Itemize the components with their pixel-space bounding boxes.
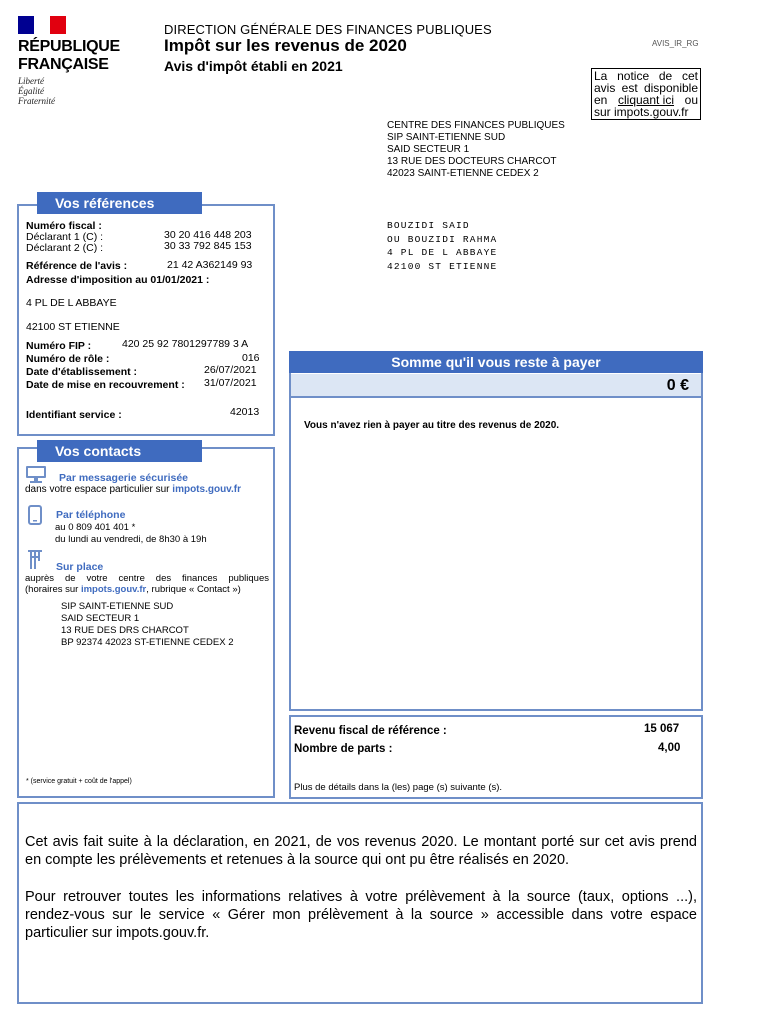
recipient-line: BOUZIDI SAID <box>387 220 470 231</box>
identifiant-service-value: 42013 <box>230 406 260 418</box>
motto-egalite: Égalité <box>18 86 44 96</box>
place-title: Sur place <box>56 561 104 573</box>
info-paragraph-1: Cet avis fait suite à la déclaration, en 2021, de vos revenus 2020. Le montant porté sur cet avis prend en compte les prélèvements et retenues à la source qui ont pu être réalisés en 2020. <box>25 834 697 869</box>
parts-label: Nombre de parts : <box>294 743 393 755</box>
centre-line: SAID SECTEUR 1 <box>387 144 470 155</box>
adresse-line2: 42100 ST ETIENNE <box>26 321 120 333</box>
recipient-line: 4 PL DE L ABBAYE <box>387 247 498 258</box>
payment-box <box>289 351 703 711</box>
centre-line: SIP SAINT-ETIENNE SUD <box>387 132 506 143</box>
tax-centre-address <box>387 120 565 180</box>
messagerie-title: Par messagerie sécurisée <box>59 472 189 484</box>
payment-amount: 0 € <box>291 374 701 398</box>
declarant1-value: 30 20 416 448 203 <box>164 229 252 241</box>
payment-message: Vous n'avez rien à payer au titre des revenus de 2020. <box>304 420 560 431</box>
centre-line: CENTRE DES FINANCES PUBLIQUES <box>387 120 565 131</box>
telephone-number: au 0 809 401 401 * <box>55 522 136 533</box>
details-note: Plus de détails dans la (les) page (s) suivante (s). <box>294 782 503 793</box>
smartphone-icon <box>28 505 42 525</box>
direction-label: DIRECTION GÉNÉRALE DES FINANCES PUBLIQUES <box>164 22 492 37</box>
info-message <box>25 833 697 960</box>
logo-line1: RÉPUBLIQUE <box>18 38 120 55</box>
adresse-imposition-label: Adresse d'imposition au 01/01/2021 : <box>26 274 210 286</box>
contacts-tab: Vos contacts <box>37 440 202 462</box>
footnote: * (service gratuit + coût de l'appel) <box>26 778 132 785</box>
place-address-line: SIP SAINT-ETIENNE SUD <box>61 601 174 612</box>
page-title: Impôt sur les revenus de 2020 <box>164 36 407 55</box>
centre-line: 13 RUE DES DOCTEURS CHARCOT <box>387 156 557 167</box>
notice-line2: avis est disponible <box>594 81 698 95</box>
fip-value: 420 25 92 7801297789 3 A <box>122 338 249 350</box>
recipient-address <box>387 219 497 273</box>
flag-marianne-icon <box>18 16 66 34</box>
place-address-line: 13 RUE DES DRS CHARCOT <box>61 625 189 636</box>
building-icon <box>25 549 45 571</box>
place-address-line: BP 92374 42023 ST-ETIENNE CEDEX 2 <box>61 637 234 648</box>
date-etablissement-label: Date d'établissement : <box>26 366 138 378</box>
motto-fraternite: Fraternité <box>18 96 55 106</box>
place-line2-prefix: (horaires sur <box>25 584 81 595</box>
numero-fiscal-label: Numéro fiscal : <box>26 220 102 232</box>
ref-avis-value: 21 42 A362149 93 <box>167 259 253 271</box>
notice-link[interactable]: cliquant ici <box>617 93 675 107</box>
date-recouvrement-label: Date de mise en recouvrement : <box>26 379 185 391</box>
date-recouvrement-value: 31/07/2021 <box>204 377 257 389</box>
references-tab: Vos références <box>37 192 202 214</box>
document-code: AVIS_IR_RG <box>652 39 699 48</box>
rfr-label: Revenu fiscal de référence : <box>294 725 447 737</box>
payment-header: Somme qu'il vous reste à payer <box>289 351 703 373</box>
motto-liberte: Liberté <box>18 76 44 86</box>
role-value: 016 <box>242 352 260 364</box>
adresse-line1: 4 PL DE L ABBAYE <box>26 297 117 309</box>
fip-label: Numéro FIP : <box>26 340 92 352</box>
place-link[interactable]: impots.gouv.fr <box>80 584 147 595</box>
place-address-line: SAID SECTEUR 1 <box>61 613 140 624</box>
declarant2-label: Déclarant 2 (C) : <box>26 242 104 254</box>
date-etablissement-value: 26/07/2021 <box>204 364 257 376</box>
place-line1: auprès de votre centre des finances publiques <box>25 573 269 584</box>
page-subtitle: Avis d'impôt établi en 2021 <box>164 58 343 74</box>
rfr-value: 15 067 <box>644 723 680 735</box>
notice-line4: sur impots.gouv.fr <box>594 105 689 119</box>
declarant1-label: Déclarant 1 (C) : <box>26 231 104 243</box>
recipient-line: 42100 ST ETIENNE <box>387 260 498 272</box>
place-line2-suffix: , rubrique « Contact ») <box>146 584 241 595</box>
messagerie-link[interactable]: impots.gouv.fr <box>172 484 241 495</box>
notice-line3-suffix: ou <box>684 93 698 107</box>
notice-line3-prefix: en <box>594 93 608 107</box>
computer-icon <box>25 465 47 483</box>
identifiant-service-label: Identifiant service : <box>26 409 122 421</box>
place-address <box>61 601 234 649</box>
telephone-hours: du lundi au vendredi, de 8h30 à 19h <box>55 534 207 545</box>
messagerie-text: dans votre espace particulier sur <box>25 484 173 495</box>
centre-line: 42023 SAINT-ETIENNE CEDEX 2 <box>387 168 539 179</box>
parts-value: 4,00 <box>658 742 681 754</box>
info-paragraph-2: Pour retrouver toutes les informations relatives à votre prélèvement à la source (taux, options ...), rendez-vous sur le service « Gérer mon prélèvement à la source » accessible dans votre espace particulier sur impots.gouv.fr. <box>25 888 697 942</box>
notice-line1: La notice de cet <box>594 69 698 83</box>
declarant2-value: 30 33 792 845 153 <box>164 240 252 252</box>
role-label: Numéro de rôle : <box>26 353 110 365</box>
republique-francaise-logo <box>14 14 130 110</box>
logo-line2: FRANÇAISE <box>18 56 109 73</box>
recipient-line: OU BOUZIDI RAHMA <box>387 233 498 245</box>
notice-box <box>591 68 701 120</box>
telephone-title: Par téléphone <box>56 509 126 521</box>
ref-avis-label: Référence de l'avis : <box>26 260 128 272</box>
